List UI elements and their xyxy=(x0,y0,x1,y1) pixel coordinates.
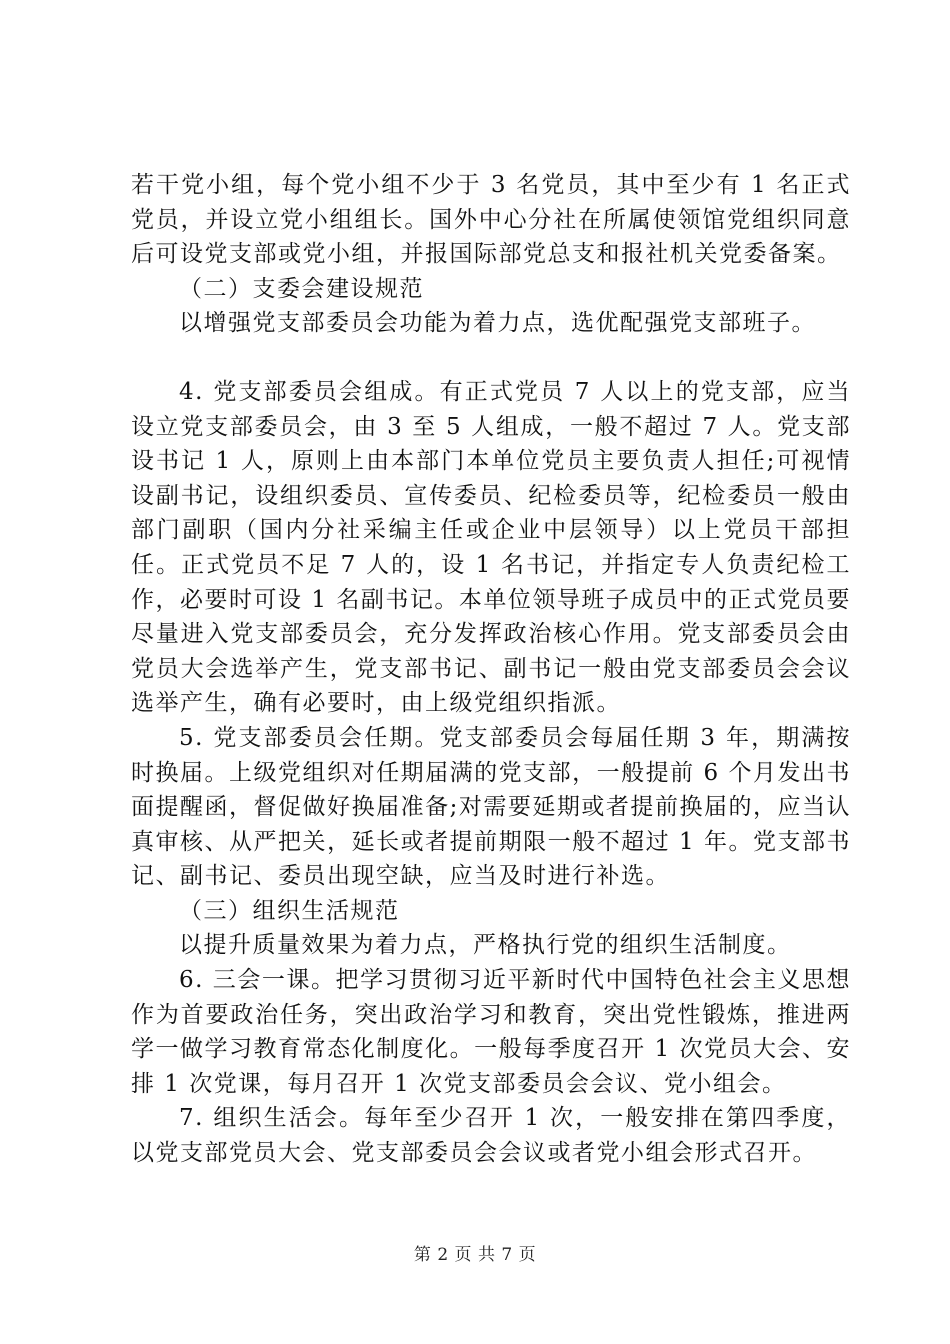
paragraph-continued: 若干党小组，每个党小组不少于 3 名党员，其中至少有 1 名正式党员，并设立党小组组长。国外中心分社在所属使领馆党组织同意后可设党支部或党小组，并报国际部党总支和报社机关党委备案。 xyxy=(131,172,851,268)
paragraph-item-7: 7. 组织生活会。每年至少召开 1 次，一般安排在第四季度，以党支部党员大会、党支部委员会会议或者党小组会形式召开。 xyxy=(131,1105,851,1167)
document-body xyxy=(131,168,851,1171)
paragraph-item-4: 4. 党支部委员会组成。有正式党员 7 人以上的党支部，应当设立党支部委员会，由 3 至 5 人组成，一般不超过 7 人。党支部设书记 1 人，原则上由本部门本单位党员主要负责人担任;可视情设副书记，设组织委员、宣传委员、纪检委员等，纪检委员一般由部门副职（国内分社采编主任或企业中层领导）以上党员干部担任。正式党员不足 7 人的，设 1 名书记，并指定专人负责纪检工作，必要时可设 1 名副书记。本单位领导班子成员中的正式党员要尽量进入党支部委员会，充分发挥政治核心作用。党支部委员会由党员大会选举产生，党支部书记、副书记一般由党支部委员会会议选举产生，确有必要时，由上级党组织指派。 xyxy=(131,378,851,717)
section-heading-committee: （二）支委会建设规范 xyxy=(179,275,424,302)
paragraph-gap xyxy=(131,341,851,375)
section-heading-org-life: （三）组织生活规范 xyxy=(179,897,400,924)
paragraph-item-5: 5. 党支部委员会任期。党支部委员会每届任期 3 年，期满按时换届。上级党组织对任期届满的党支部，一般提前 6 个月发出书面提醒函，督促做好换届准备;对需要延期或者提前换届的，应当认真审核、从严把关，延长或者提前期限一般不超过 1 年。党支部书记、副书记、委员出现空缺，应当及时进行补选。 xyxy=(131,724,851,890)
paragraph-committee-intro: 以增强党支部委员会功能为着力点，选优配强党支部班子。 xyxy=(179,310,816,337)
paragraph-org-life-intro: 以提升质量效果为着力点，严格执行党的组织生活制度。 xyxy=(179,932,792,959)
paragraph-item-6: 6. 三会一课。把学习贯彻习近平新时代中国特色社会主义思想作为首要政治任务，突出政治学习和教育，突出党性锻炼，推进两学一做学习教育常态化制度化。一般每季度召开 1 次党员大会、安排 1 次党课，每月召开 1 次党支部委员会会议、党小组会。 xyxy=(131,967,851,1097)
page-number-footer: 第 2 页 共 7 页 xyxy=(413,1245,537,1265)
